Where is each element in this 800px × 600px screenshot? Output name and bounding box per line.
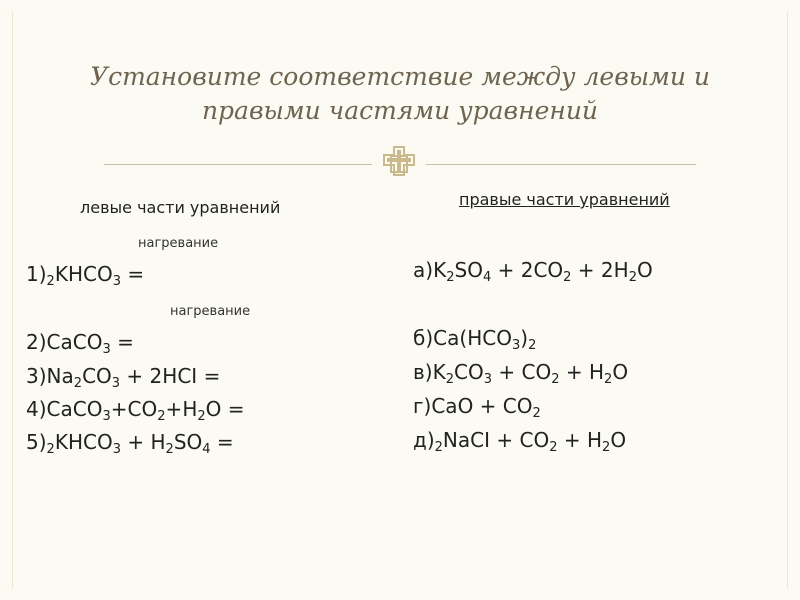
right-option: $в)K_2CO_3 + CO_2 + H_2O$ — [413, 360, 629, 387]
right-column-heading: правые части уравнений — [459, 190, 670, 209]
heating-label: нагревание — [170, 304, 251, 319]
left-equation: $5)_2KHCO_3 + H_2SO_4$ = — [26, 430, 234, 457]
right-option: $а)K_2SO_4 + 2CO_2 + 2H_2O$ — [413, 258, 653, 285]
slide-title — [60, 60, 740, 128]
divider-left — [104, 164, 372, 165]
title-line-2: правыми частями уравнений — [201, 96, 599, 125]
decorative-divider-icon — [376, 141, 422, 187]
left-equation: 2)CaCO$_3$ = — [26, 330, 134, 357]
left-equation: $1)_2KHCO_3$ = — [26, 262, 145, 289]
divider-right — [426, 164, 696, 165]
right-option: $б)Ca(HCO_3)_2$ — [413, 326, 537, 353]
title-line-1: Установите соответствие между левыми и — [90, 62, 710, 91]
left-column-heading: левые части уравнений — [80, 198, 281, 217]
left-equation: $4)CaCO_3+CO_2+H_2O$ = — [26, 397, 245, 424]
right-option: $г)CaO + CO_2$ — [413, 394, 541, 421]
right-option: $д)_2NaCI + CO_2 + H_2O$ — [413, 428, 627, 455]
left-equation: $3)Na_2CO_3 + 2HCI$ = — [26, 364, 221, 391]
heating-label: нагревание — [138, 236, 219, 251]
